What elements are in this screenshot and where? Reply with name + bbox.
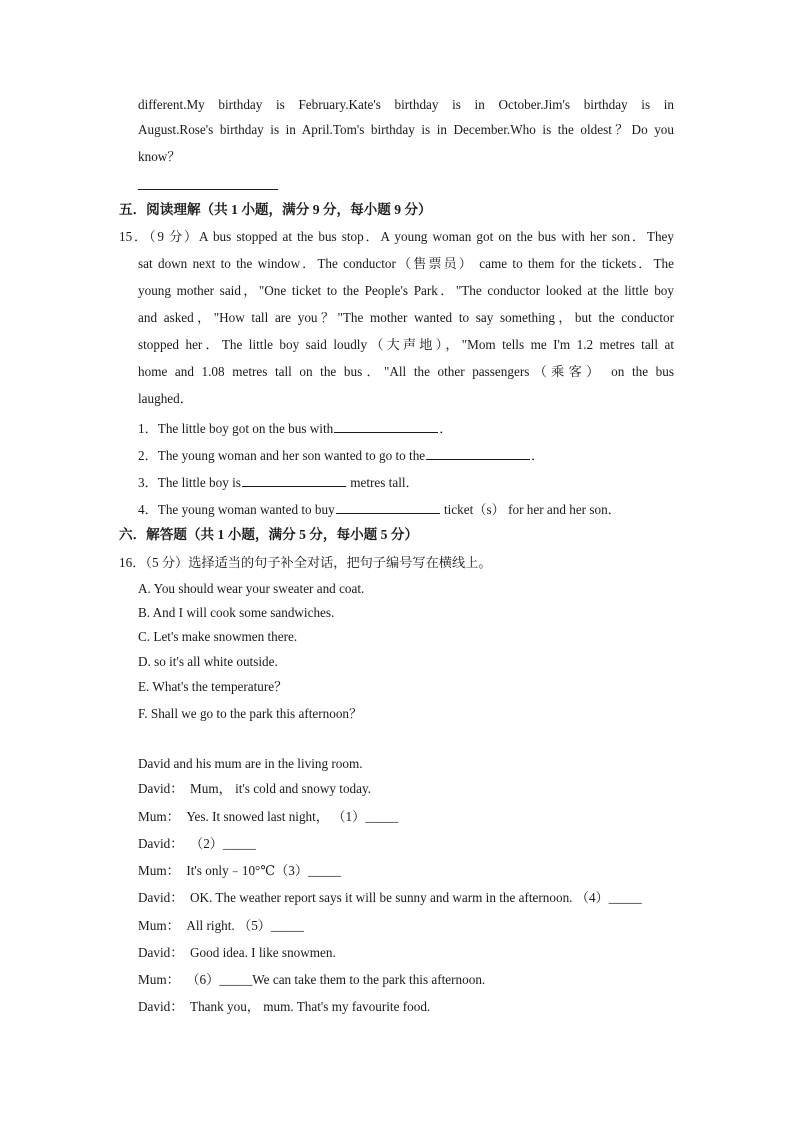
speaker: David： <box>138 836 184 851</box>
question-prompt: 16．（5 分）选择适当的句子补全对话，把句子编号写在横线上。 <box>119 555 492 570</box>
dialogue-text: All right. （5） <box>186 918 271 933</box>
dialogue-line <box>138 973 485 986</box>
item-text: 2．The young woman and her son wanted to go to the <box>138 448 426 463</box>
dialogue-text: It's only﹣10°℃（3） <box>186 863 309 878</box>
option: B. And I will cook some sandwiches. <box>138 605 335 620</box>
passage-line: 15．（9 分）A bus stopped at the bus stop．A young woman got on the bus with her son．They <box>119 229 674 244</box>
dialogue-line <box>138 782 371 795</box>
dialogue-text: Mum， it's cold and snowy today. <box>190 781 372 796</box>
item-text: 4．The young woman wanted to buy <box>138 502 335 517</box>
question-item <box>138 474 419 489</box>
dialogue-text: We can take them to the park this afternoon. <box>252 972 486 987</box>
item-text: 1．The little boy got on the bus with <box>138 421 334 436</box>
dialogue-line <box>138 1000 430 1013</box>
dialogue-line <box>138 810 398 823</box>
speaker: David： <box>138 890 184 905</box>
answer-blank[interactable]: _____ <box>608 890 642 905</box>
speaker: Mum： <box>138 809 180 824</box>
item-text: ． <box>439 421 453 436</box>
speaker: David： <box>138 999 184 1014</box>
passage-line: young mother said，"One ticket to the People's Park．"The conductor looked at the little boy <box>138 283 674 298</box>
passage-line: home and 1.08 metres tall on the bus．"All the other passengers（乘客） on the bus <box>138 364 674 379</box>
intro-line: know？ <box>138 149 181 164</box>
answer-blank[interactable] <box>334 420 438 433</box>
option: F. Shall we go to the park this afternoon？ <box>138 706 363 721</box>
answer-blank[interactable]: _____ <box>219 972 253 987</box>
item-text: ticket（s） for her and her son． <box>440 502 621 517</box>
dialogue-line <box>138 946 336 959</box>
dialogue-text: （2） <box>190 836 223 851</box>
speaker: David： <box>138 945 184 960</box>
speaker: Mum： <box>138 918 180 933</box>
option: D. so it's all white outside. <box>138 654 278 669</box>
speaker: Mum： <box>138 972 180 987</box>
question-item <box>138 501 621 516</box>
section-heading-reading: 五．阅读理解（共 1 小题，满分 9 分，每小题 9 分） <box>119 202 432 217</box>
dialogue-text: （6） <box>186 972 220 987</box>
section-heading-answer: 六．解答题（共 1 小题，满分 5 分，每小题 5 分） <box>119 527 419 542</box>
answer-blank[interactable] <box>336 501 440 514</box>
answer-blank[interactable] <box>242 474 346 487</box>
dialogue-line <box>138 891 642 904</box>
answer-blank[interactable]: _____ <box>270 918 304 933</box>
intro-line: August.Rose's birthday is in April.Tom's birthday is in December.Who is the oldest？Do you <box>138 122 674 137</box>
question-item <box>138 447 544 462</box>
passage-line: sat down next to the window．The conductor（售票员） came to them for the tickets．The <box>138 256 674 271</box>
passage-line: and asked，"How tall are you？"The mother wanted to say something，but the conductor <box>138 310 674 325</box>
answer-blank[interactable]: _____ <box>308 863 342 878</box>
dialogue-line <box>138 837 256 850</box>
dialogue-line <box>138 864 341 877</box>
intro-line: different.My birthday is February.Kate's birthday is in October.Jim's birthday is in <box>138 97 674 112</box>
dialogue-text: Thank you， mum. That's my favourite food. <box>190 999 431 1014</box>
passage-line: stopped her．The little boy said loudly（大声地），"Mom tells me I'm 1.2 metres tall at <box>138 337 674 352</box>
answer-blank[interactable] <box>426 447 530 460</box>
dialogue-text: OK. The weather report says it will be sunny and warm in the afternoon. （4） <box>190 890 609 905</box>
scene-description: David and his mum are in the living room. <box>138 756 363 771</box>
option: A. You should wear your sweater and coat. <box>138 581 365 596</box>
item-text: ． <box>531 448 545 463</box>
dialogue-text: Yes. It snowed last night， （1） <box>186 809 366 824</box>
passage-line: laughed． <box>138 391 193 406</box>
dialogue-line <box>138 919 304 932</box>
item-text: metres tall． <box>346 475 419 490</box>
question-item <box>138 420 452 435</box>
item-text: 3．The little boy is <box>138 475 241 490</box>
option: E. What's the temperature？ <box>138 679 288 694</box>
answer-blank[interactable]: _____ <box>222 836 256 851</box>
speaker: Mum： <box>138 863 180 878</box>
answer-line[interactable] <box>138 189 278 190</box>
answer-blank[interactable]: _____ <box>365 809 399 824</box>
option: C. Let's make snowmen there. <box>138 629 298 644</box>
speaker: David： <box>138 781 184 796</box>
dialogue-text: Good idea. I like snowmen. <box>190 945 336 960</box>
